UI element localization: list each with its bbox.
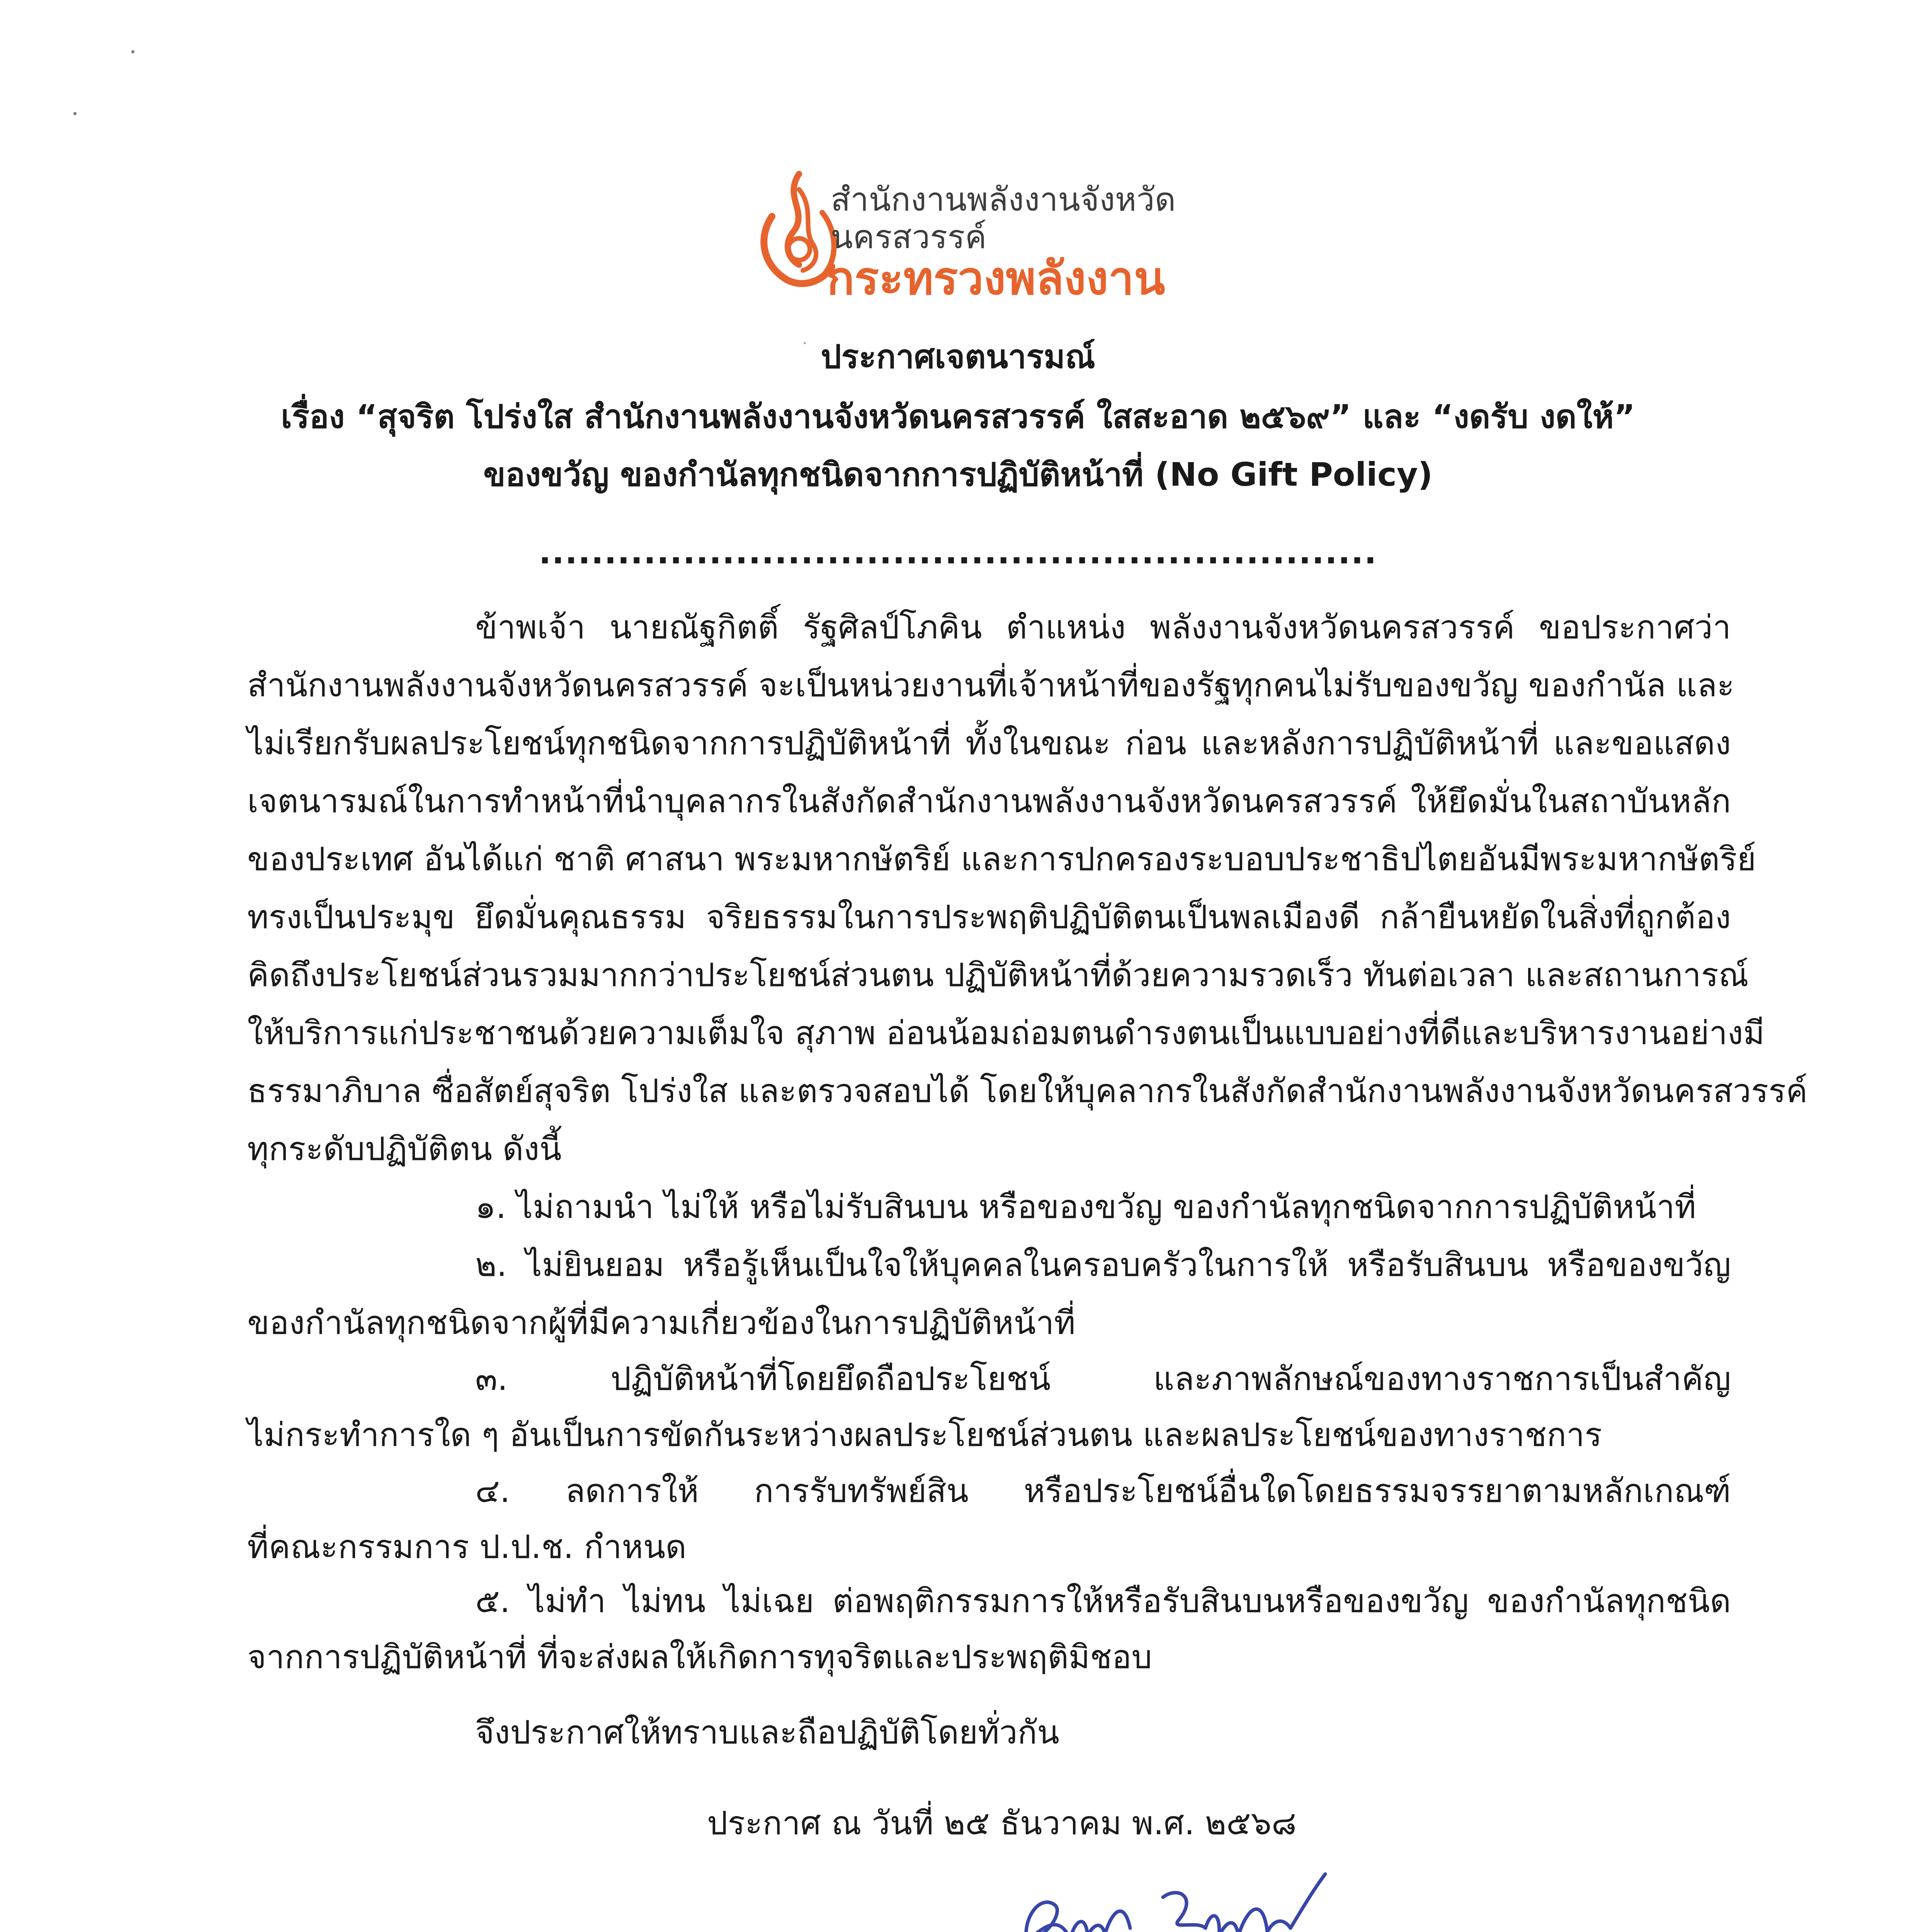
- list-item-continuation: จากการปฏิบัติหน้าที่ ที่จะส่งผลให้เกิดการทุจริตและประพฤติมิชอบ: [247, 1638, 1152, 1676]
- paragraph-line: ธรรมาภิบาล ซื่อสัตย์สุจริต โปร่งใส และตรวจสอบได้ โดยให้บุคลากรในสังกัดสำนักงานพลังงานจังหวัดนครสวรรค์: [247, 1072, 1808, 1110]
- list-item: ๓. ปฏิบัติหน้าที่โดยยึดถือประโยชน์ และภาพลักษณ์ของทางราชการเป็นสำคัญ: [475, 1360, 1731, 1398]
- list-item-continuation: ไม่กระทำการใด ๆ อันเป็นการขัดกันระหว่างผลประโยชน์ส่วนตน และผลประโยชน์ของทางราชการ: [247, 1416, 1602, 1454]
- paragraph-line: ทุกระดับปฏิบัติตน ดังนี้: [247, 1130, 562, 1168]
- list-item: ๕. ไม่ทำ ไม่ทน ไม่เฉย ต่อพฤติกรรมการให้หรือรับสินบนหรือของขวัญ ของกำนัลทุกชนิด: [475, 1582, 1731, 1620]
- announcement-date: ประกาศ ณ วันที่ ๒๕ ธันวาคม พ.ศ. ๒๕๖๘: [707, 1804, 1297, 1842]
- closing-statement: จึงประกาศให้ทราบและถือปฏิบัติโดยทั่วกัน: [475, 1713, 1059, 1751]
- scan-speck: [804, 342, 806, 344]
- list-item: ๔. ลดการให้ การรับทรัพย์สิน หรือประโยชน์อื่นใดโดยธรรมจรรยาตามหลักเกณฑ์: [475, 1472, 1731, 1510]
- list-item-continuation: ที่คณะกรรมการ ป.ป.ช. กำหนด: [247, 1528, 687, 1566]
- org-name-line1: สำนักงานพลังงานจังหวัด: [831, 180, 1176, 218]
- document-subject-line2: ของขวัญ ของกำนัลทุกชนิดจากการปฏิบัติหน้าที่ (No Gift Policy): [483, 456, 1433, 493]
- paragraph-line: ไม่เรียกรับผลประโยชน์ทุกชนิดจากการปฏิบัติหน้าที่ ทั้งในขณะ ก่อน และหลังการปฏิบัติหน้าที่ และขอแสดง: [247, 724, 1731, 762]
- paragraph-line: คิดถึงประโยชน์ส่วนรวมมากกว่าประโยชน์ส่วนตน ปฏิบัติหน้าที่ด้วยความรวดเร็ว ทันต่อเวลา และสถานการณ์: [247, 956, 1749, 994]
- scan-speck: [131, 50, 134, 53]
- scan-speck: [73, 112, 77, 115]
- document-subject-line1: เรื่อง “สุจริต โปร่งใส สำนักงานพลังงานจังหวัดนครสวรรค์ ใสสะอาด ๒๕๖๙” และ “งดรับ งดให้”: [281, 398, 1635, 435]
- paragraph-line: ให้บริการแก่ประชาชนด้วยความเต็มใจ สุภาพ อ่อนน้อมถ่อมตนดำรงตนเป็นแบบอย่างที่ดีและบริหารงานอย่างมี: [247, 1014, 1765, 1052]
- paragraph-line: เจตนารมณ์ในการทำหน้าที่นำบุคลากรในสังกัดสำนักงานพลังงานจังหวัดนครสวรรค์ ให้ยึดมั่นในสถาบันหลัก: [247, 782, 1731, 820]
- list-item-continuation: ของกำนัลทุกชนิดจากผู้ที่มีความเกี่ยวข้องในการปฏิบัติหน้าที่: [247, 1304, 1076, 1342]
- paragraph-line: ข้าพเจ้า นายณัฐกิตติ์ รัฐศิลป์โภคิน ตำแหน่ง พลังงานจังหวัดนครสวรรค์ ขอประกาศว่า: [475, 608, 1731, 646]
- paragraph-line: ทรงเป็นประมุข ยึดมั่นคุณธรรม จริยธรรมในการประพฤติปฏิบัติตนเป็นพลเมืองดี กล้ายืนหยัดในสิ่งที่ถูกต้อง: [247, 898, 1731, 936]
- paragraph-line: สำนักงานพลังงานจังหวัดนครสวรรค์ จะเป็นหน่วยงานที่เจ้าหน้าที่ของรัฐทุกคนไม่รับของขวัญ ของกำนัล และ: [247, 666, 1735, 704]
- ministry-name: กระทรวงพลังงาน: [827, 252, 1165, 305]
- list-item: ๒. ไม่ยินยอม หรือรู้เห็นเป็นใจให้บุคคลในครอบครัวในการให้ หรือรับสินบน หรือของขวัญ: [475, 1246, 1731, 1284]
- handwritten-signature: [997, 1862, 1360, 1932]
- dotted-divider: ................................................................: [539, 533, 1377, 571]
- paragraph-line: ของประเทศ อันได้แก่ ชาติ ศาสนา พระมหากษัตริย์ และการปกครองระบอบประชาธิปไตยอันมีพระมหากษัตริย์: [247, 840, 1756, 878]
- org-name-line2: นครสวรรค์: [831, 218, 987, 256]
- document-title: ประกาศเจตนารมณ์: [821, 338, 1095, 376]
- list-item: ๑. ไม่ถามนำ ไม่ให้ หรือไม่รับสินบน หรือของขวัญ ของกำนัลทุกชนิดจากการปฏิบัติหน้าที่: [475, 1188, 1696, 1226]
